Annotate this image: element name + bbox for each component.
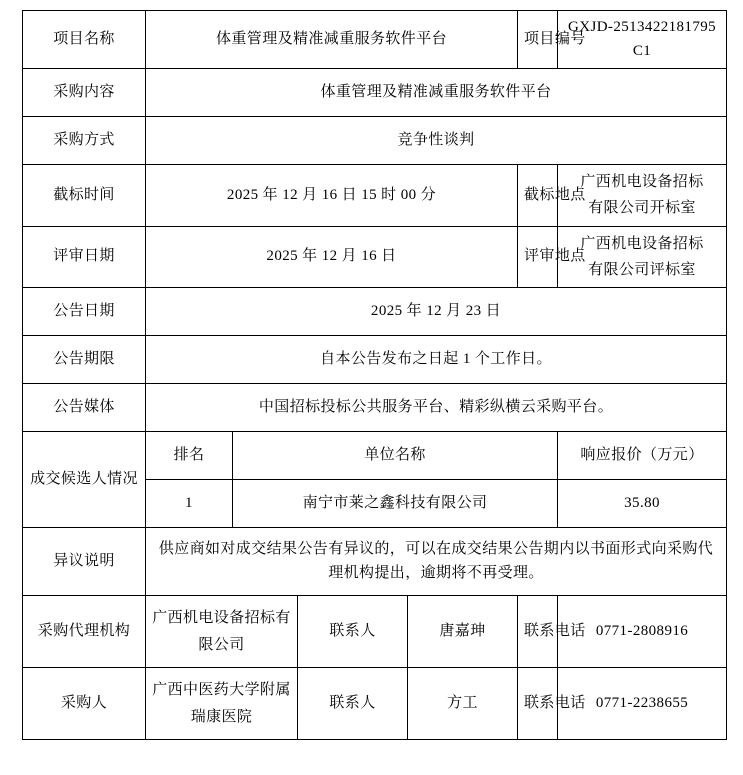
table-row-announce-media (23, 384, 727, 432)
table-row-candidates-header (23, 432, 727, 480)
row-value-announce-media: 中国招标投标公共服务平台、精彩纵横云采购平台。 (146, 384, 727, 432)
procurement-notice-table (22, 10, 727, 740)
row-value-procurement-content: 体重管理及精准减重服务软件平台 (146, 69, 727, 117)
evaluation-place-line-2: 有限公司评标室 (588, 261, 696, 278)
candidates-col-header-unit: 单位名称 (233, 432, 558, 480)
row-value-announce-period: 自本公告发布之日起 1 个工作日。 (146, 336, 727, 384)
agency-org-line-2: 限公司 (198, 636, 245, 653)
row-label-procurement-method: 采购方式 (23, 117, 146, 165)
agency-phone-label: 联系电话 (518, 596, 558, 668)
evaluation-place-line-1: 广西机电设备招标 (580, 235, 704, 252)
purchaser-org-name (146, 668, 298, 740)
candidate-unit-name: 南宁市莱之鑫科技有限公司 (233, 480, 558, 528)
row-value-bid-deadline-time: 2025 年 12 月 16 日 15 时 00 分 (146, 165, 518, 227)
table-row-project-name (23, 11, 727, 69)
bid-place-line-1: 广西机电设备招标 (580, 174, 704, 190)
agency-org-name (146, 596, 298, 668)
row-label-bid-deadline-time: 截标时间 (23, 165, 146, 227)
row-label-evaluation-date: 评审日期 (23, 226, 146, 288)
table-row-procurement-method (23, 117, 727, 165)
table-row-evaluation (23, 226, 727, 288)
purchaser-contact-name: 方工 (408, 668, 518, 740)
bid-place-line-2: 有限公司开标室 (588, 200, 696, 217)
agency-contact-name: 唐嘉珅 (408, 596, 518, 668)
row-label-objection: 异议说明 (23, 528, 146, 596)
purchaser-phone-number: 0771-2238655 (558, 668, 727, 740)
row-value-announce-date: 2025 年 12 月 23 日 (146, 288, 727, 336)
agency-contact-label: 联系人 (298, 596, 408, 668)
agency-phone-number: 0771-2808916 (558, 596, 727, 668)
purchaser-org-line-1: 广西中医药大学附属 (152, 682, 291, 699)
row-label-announce-date: 公告日期 (23, 288, 146, 336)
table-row-bid-deadline (23, 165, 727, 227)
row-label-project-name: 项目名称 (23, 11, 146, 69)
candidates-col-header-price: 响应报价（万元） (558, 432, 727, 480)
table-row-announce-period (23, 336, 727, 384)
agency-org-line-1: 广西机电设备招标有 (152, 610, 291, 627)
table-row-objection (23, 528, 727, 596)
row-value-procurement-method: 竞争性谈判 (146, 117, 727, 165)
row-label-agency: 采购代理机构 (23, 596, 146, 668)
table-row-procurement-content (23, 69, 727, 117)
row-label-announce-period: 公告期限 (23, 336, 146, 384)
candidates-col-header-rank: 排名 (146, 432, 233, 480)
row-value-objection: 供应商如对成交结果公告有异议的，可以在成交结果公告期内以书面形式向采购代理机构提出，逾期将不再受理。 (146, 528, 727, 596)
row-label-announce-media: 公告媒体 (23, 384, 146, 432)
row-label-bid-deadline-place: 截标地点 (518, 165, 558, 227)
row-label-procurement-content: 采购内容 (23, 69, 146, 117)
row-label-project-number: 项目编号 (518, 11, 558, 69)
row-label-purchaser: 采购人 (23, 668, 146, 740)
row-label-evaluation-place: 评审地点 (518, 226, 558, 288)
row-value-evaluation-date: 2025 年 12 月 16 日 (146, 226, 518, 288)
purchaser-phone-label: 联系电话 (518, 668, 558, 740)
candidate-price: 35.80 (558, 480, 727, 528)
row-value-project-number: GXJD-2513422181795C1 (558, 11, 727, 69)
purchaser-contact-label: 联系人 (298, 668, 408, 740)
row-value-project-name: 体重管理及精准减重服务软件平台 (146, 11, 518, 69)
candidate-rank: 1 (146, 480, 233, 528)
table-row-purchaser (23, 668, 727, 740)
purchaser-org-line-2: 瑞康医院 (190, 708, 253, 725)
table-row-announce-date (23, 288, 727, 336)
table-row-agency (23, 596, 727, 668)
row-label-candidates: 成交候选人情况 (23, 432, 146, 528)
